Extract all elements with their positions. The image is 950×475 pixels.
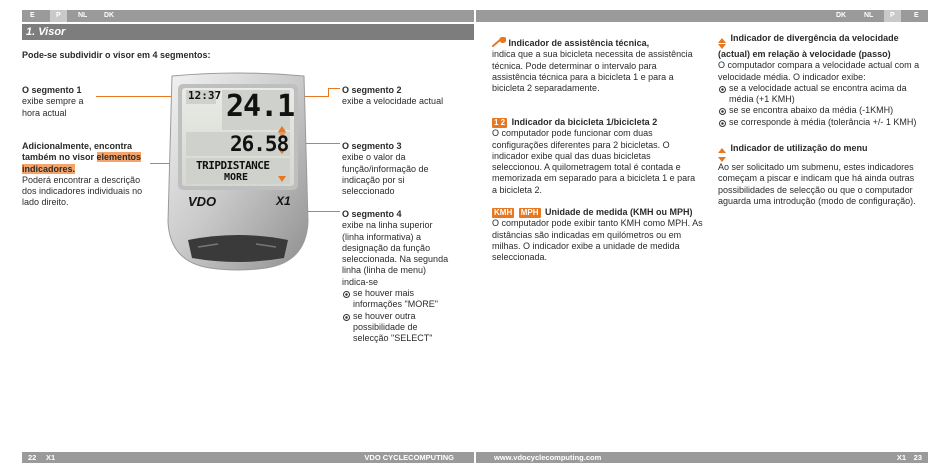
bike-1-2-icon: 1 2 bbox=[494, 118, 506, 127]
cycle-computer-device bbox=[166, 72, 310, 274]
speed-divergence-block bbox=[718, 33, 930, 128]
tab-lang-e-left[interactable]: E bbox=[30, 12, 35, 19]
device-function-value: 26.58 bbox=[230, 132, 289, 156]
device-model-logo: X1 bbox=[276, 194, 291, 208]
tab-lang-dk-left[interactable]: DK bbox=[104, 12, 115, 19]
device-speed: 24.1 bbox=[226, 89, 295, 124]
segment-1-block bbox=[22, 85, 96, 119]
speed-divergence-bullet-above: se a velocidade actual se encontra acima da média (+1 KMH) bbox=[718, 83, 930, 106]
speed-divergence-bullet-below: se se encontra abaixo da média (-1KMH) bbox=[718, 105, 930, 116]
device-time: 12:37 bbox=[188, 89, 222, 102]
mph-icon: MPH bbox=[520, 208, 539, 217]
segment-3-title: O segmento 3 bbox=[342, 141, 402, 151]
segment-1-title: O segmento 1 bbox=[22, 85, 82, 95]
menu-indicator-title: Indicador de utilização do menu bbox=[730, 143, 868, 153]
speed-divergence-heading bbox=[718, 33, 930, 60]
additional-body: Poderá encontrar a descrição dos indicadores individuais no lado direito. bbox=[22, 174, 143, 208]
tab-lang-dk-right[interactable]: DK bbox=[836, 12, 847, 19]
service-indicator-title: Indicador de assistência técnica, bbox=[508, 38, 650, 48]
segment-4-bullets bbox=[342, 288, 454, 344]
service-indicator-heading bbox=[492, 37, 702, 49]
tab-lang-p-left[interactable]: P bbox=[50, 10, 67, 22]
bike-indicator-body: O computador pode funcionar com duas configurações diferentes para 2 bicicletas. O indicador exibe qual das duas bicicletas seleccionou. A quilometragem total é contada e memorizada em separado para a bicicleta 1 e para a bicicleta 2. bbox=[492, 128, 696, 195]
segment-2-body: exibe a velocidade actual bbox=[342, 96, 444, 107]
service-indicator-block bbox=[492, 37, 702, 94]
additional-title: Adicionalmente, encontra também no visor bbox=[22, 141, 133, 163]
segment-2-connector-v bbox=[328, 88, 329, 97]
unit-indicator-heading bbox=[492, 207, 704, 218]
footer-left bbox=[22, 452, 474, 463]
speed-up-down-icon bbox=[718, 38, 726, 49]
segment-2-block bbox=[342, 85, 452, 108]
footer-right-url[interactable]: www.vdocyclecomputing.com bbox=[494, 453, 602, 462]
additional-block bbox=[22, 141, 150, 209]
top-language-bar-right bbox=[476, 10, 928, 22]
tab-lang-e-right[interactable]: E bbox=[914, 12, 919, 19]
unit-indicator-title: Unidade de medida (KMH ou MPH) bbox=[545, 207, 693, 217]
kmh-icon: KMH bbox=[494, 208, 513, 217]
wrench-icon bbox=[492, 37, 506, 47]
additional-highlight: elementos indicadores. bbox=[22, 152, 142, 174]
top-language-bar-left bbox=[22, 10, 474, 22]
segment-4-bullet-more: se houver mais informações "MORE" bbox=[342, 288, 454, 311]
tab-lang-nl-right[interactable]: NL bbox=[864, 12, 874, 19]
unit-indicator-block bbox=[492, 207, 704, 263]
device-brand-logo: VDO bbox=[188, 194, 217, 209]
bike-indicator-heading bbox=[492, 117, 702, 128]
tab-lang-p-right[interactable]: P bbox=[884, 10, 901, 22]
speed-divergence-title: Indicador de divergência da velocidade (actual) em relação à velocidade (passo) bbox=[718, 33, 899, 59]
segment-3-body: exibe o valor da função/informação de indicação por si seleccionado bbox=[342, 152, 429, 197]
segment-2-title: O segmento 2 bbox=[342, 85, 402, 95]
segment-4-block bbox=[342, 209, 454, 345]
service-indicator-body: indica que a sua bicicleta necessita de assistência técnica. Pode determinar o intervalo para assistência técnica para a bicicleta 1 e para a bicicleta 2 separadamente. bbox=[492, 49, 693, 94]
footer-left-model: X1 bbox=[46, 453, 56, 462]
segment-4-body: exibe na linha superior (linha informativa) a designação da função seleccionada. Na segunda linha (linha de menu) indica-se bbox=[342, 220, 449, 287]
footer-left-page-number: 22 bbox=[28, 453, 37, 462]
device-menu-line: MORE bbox=[224, 172, 249, 183]
segment-3-block bbox=[342, 141, 452, 197]
segment-4-bullet-select: se houver outra possibilidade de selecção "SELECT" bbox=[342, 311, 454, 345]
footer-right bbox=[476, 452, 928, 463]
footer-right-page-number: 23 bbox=[913, 453, 922, 462]
device-info-line: TRIPDISTANCE bbox=[196, 159, 270, 172]
segment-1-body: exibe sempre a hora actual bbox=[22, 96, 84, 118]
segment-2-connector-end bbox=[328, 88, 340, 89]
menu-indicator-heading bbox=[718, 143, 930, 162]
footer-left-brand: VDO CYCLECOMPUTING bbox=[364, 453, 454, 462]
menu-indicator-block bbox=[718, 143, 930, 207]
section-title: 1. Visor bbox=[22, 24, 474, 40]
menu-indicator-body: Ao ser solicitado um submenu, estes indicadores começam a piscar e indicam que há ainda outras possibilidades de selecção ou que o computador aguarda uma introdução (modo de configuração). bbox=[718, 162, 916, 206]
unit-indicator-body: O computador pode exibir tanto KMH como MPH. As distâncias são indicadas em quilómetros ou em milhas. O indicador exibe a unidade de medida seleccionada. bbox=[492, 218, 703, 263]
intro-text: Pode-se subdividir o visor em 4 segmentos: bbox=[22, 50, 211, 60]
footer-right-model: X1 bbox=[896, 453, 906, 462]
menu-arrows-icon bbox=[718, 148, 726, 162]
segment-4-title: O segmento 4 bbox=[342, 209, 402, 219]
bike-indicator-title: Indicador da bicicleta 1/bicicleta 2 bbox=[511, 117, 658, 127]
tab-lang-nl-left[interactable]: NL bbox=[78, 12, 88, 19]
speed-divergence-bullets bbox=[718, 83, 930, 128]
speed-divergence-body: O computador compara a velocidade actual com a velocidade média. O indicador exibe: bbox=[718, 60, 920, 82]
speed-divergence-bullet-equal: se corresponde à média (tolerância +/- 1 KMH) bbox=[718, 117, 930, 128]
bike-indicator-block bbox=[492, 117, 702, 196]
